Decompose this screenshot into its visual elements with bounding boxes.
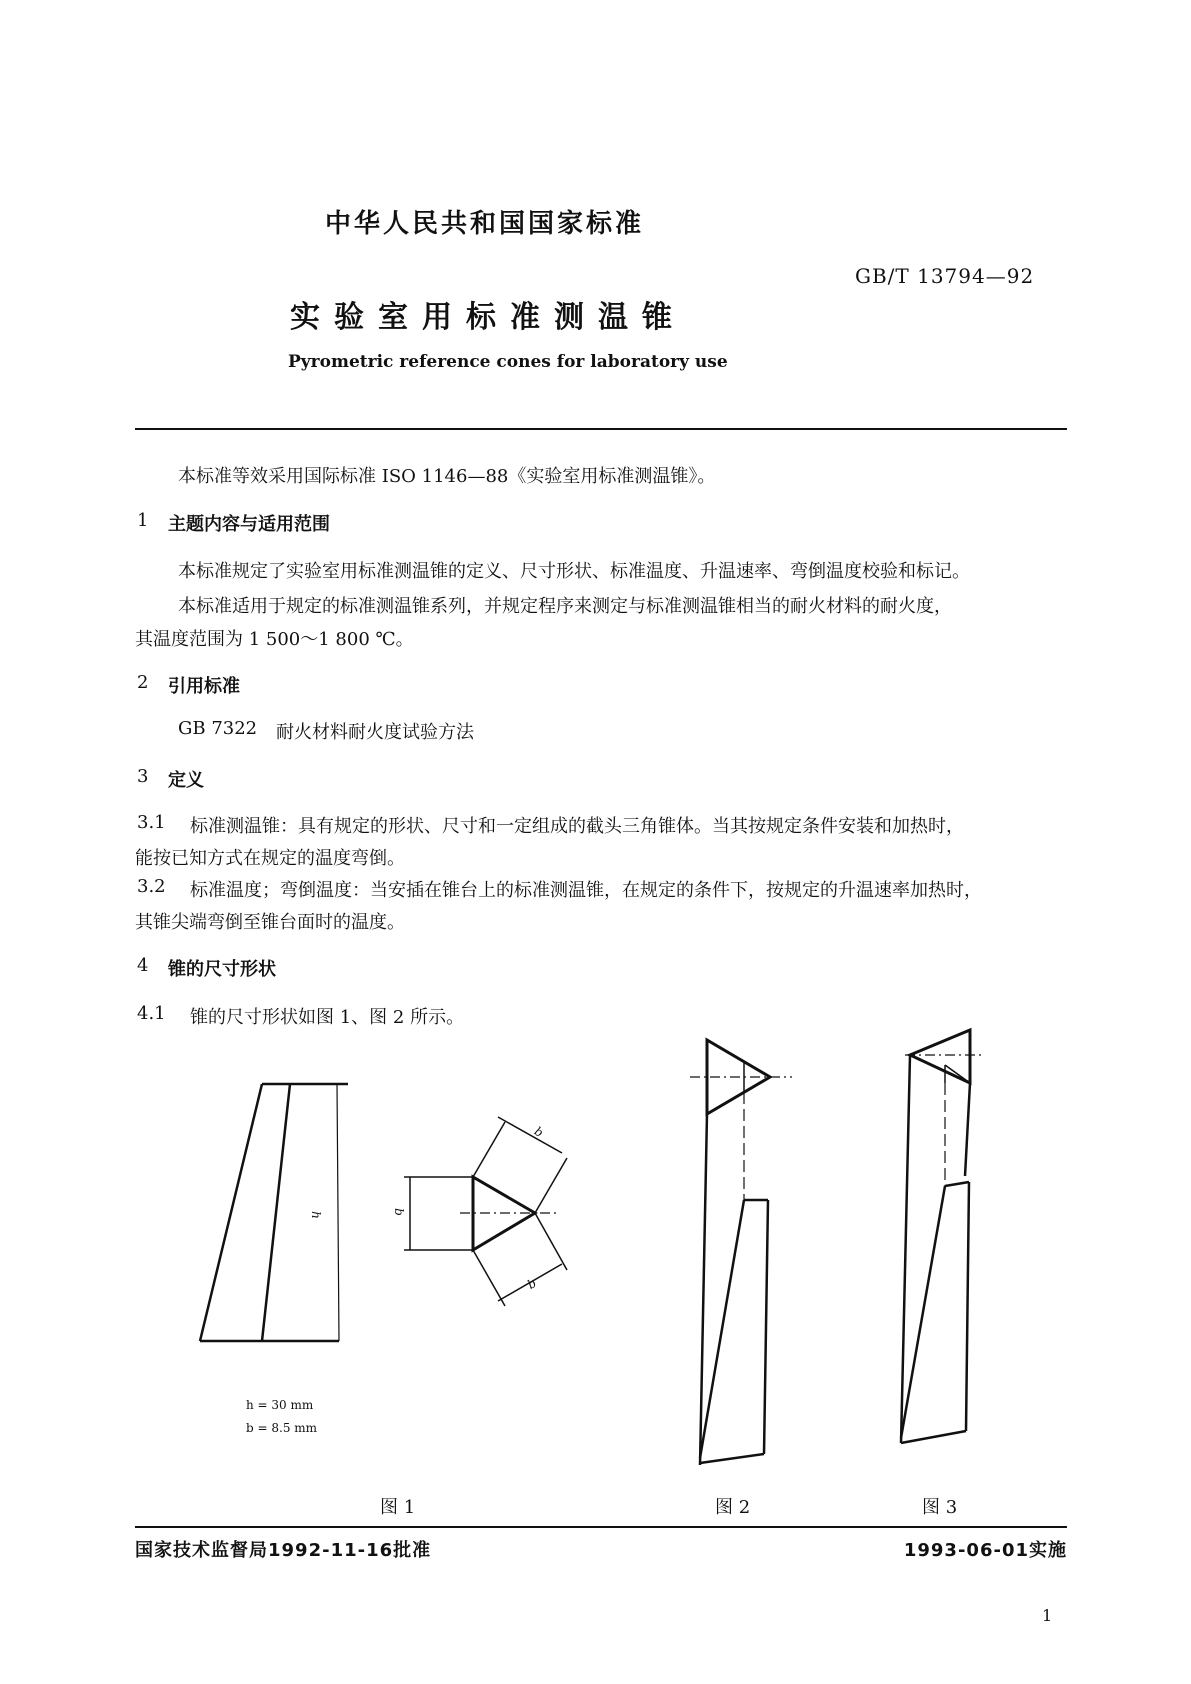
figure-3-drawing [901,1030,985,1443]
figure-1-cross-section [404,1117,567,1306]
definition-3-1-line-2: 能按已知方式在规定的温度弯倒。 [135,848,405,869]
definition-3-2-number: 3.2 [137,876,166,897]
figure-1-width-label-top: b [532,1124,546,1140]
section-1-paragraph-1: 本标准规定了实验室用标准测温锥的定义、尺寸形状、标准温度、升温速率、弯倒温度校验和标记。 [178,561,970,582]
english-title: Pyrometric reference cones for laboratory use [288,352,728,372]
approval-notice: 国家技术监督局1992-11-16批准 [135,1540,432,1561]
intro-paragraph: 本标准等效采用国际标准 ISO 1146—88《实验室用标准测温锥》。 [178,466,716,487]
figure-1-width-label-left: b [391,1208,406,1216]
section-2-number: 2 [137,672,149,693]
section-4-title: 锥的尺寸形状 [168,959,276,980]
figure-1-width-label-bottom: b [525,1276,539,1292]
standard-code: GB/T 13794—92 [855,264,1035,288]
figure-2-caption: 图 2 [715,1497,751,1518]
figure-1-height-dimension: h = 30 mm [246,1398,314,1412]
section-1-title: 主题内容与适用范围 [168,514,330,535]
section-4-number: 4 [137,955,149,976]
section-3-number: 3 [137,766,149,787]
section-2-title: 引用标准 [168,676,240,697]
clause-4-1-text: 锥的尺寸形状如图 1、图 2 所示。 [190,1007,465,1028]
referenced-standard-code: GB 7322 [178,718,258,739]
implementation-date: 1993-06-01实施 [903,1540,1067,1561]
footer-divider [135,1526,1067,1528]
page-number: 1 [1042,1606,1053,1625]
section-3-title: 定义 [168,770,204,791]
clause-4-1-number: 4.1 [137,1003,166,1024]
figure-1-width-dimension: b = 8.5 mm [246,1421,318,1435]
definition-3-2-line-2: 其锥尖端弯倒至锥台面时的温度。 [135,912,405,933]
section-1-paragraph-2-line-1: 本标准适用于规定的标准测温锥系列，并规定程序来测定与标准测温锥相当的耐火材料的耐火度， [178,596,952,617]
section-1-paragraph-2-line-2: 其温度范围为 1 500～1 800 ℃。 [135,629,414,650]
figure-1-height-label: h [308,1211,323,1219]
referenced-standard-title: 耐火材料耐火度试验方法 [276,722,474,743]
figure-2-drawing [690,1040,792,1465]
definition-3-1-line-1: 标准测温锥：具有规定的形状、尺寸和一定组成的截头三角锥体。当其按规定条件安装和加热时， [190,816,964,837]
section-1-number: 1 [137,510,149,531]
figure-1-caption: 图 1 [380,1497,416,1518]
national-standard-heading: 中华人民共和国国家标准 [325,209,645,239]
figure-3-caption: 图 3 [922,1497,958,1518]
definition-3-1-number: 3.1 [137,812,166,833]
definition-3-2-line-1: 标准温度；弯倒温度：当安插在锥台上的标准测温锥，在规定的条件下，按规定的升温速率加热时， [190,880,982,901]
figure-1-side-view [200,1084,348,1341]
document-title: 实验室用标准测温锥 [290,300,686,335]
